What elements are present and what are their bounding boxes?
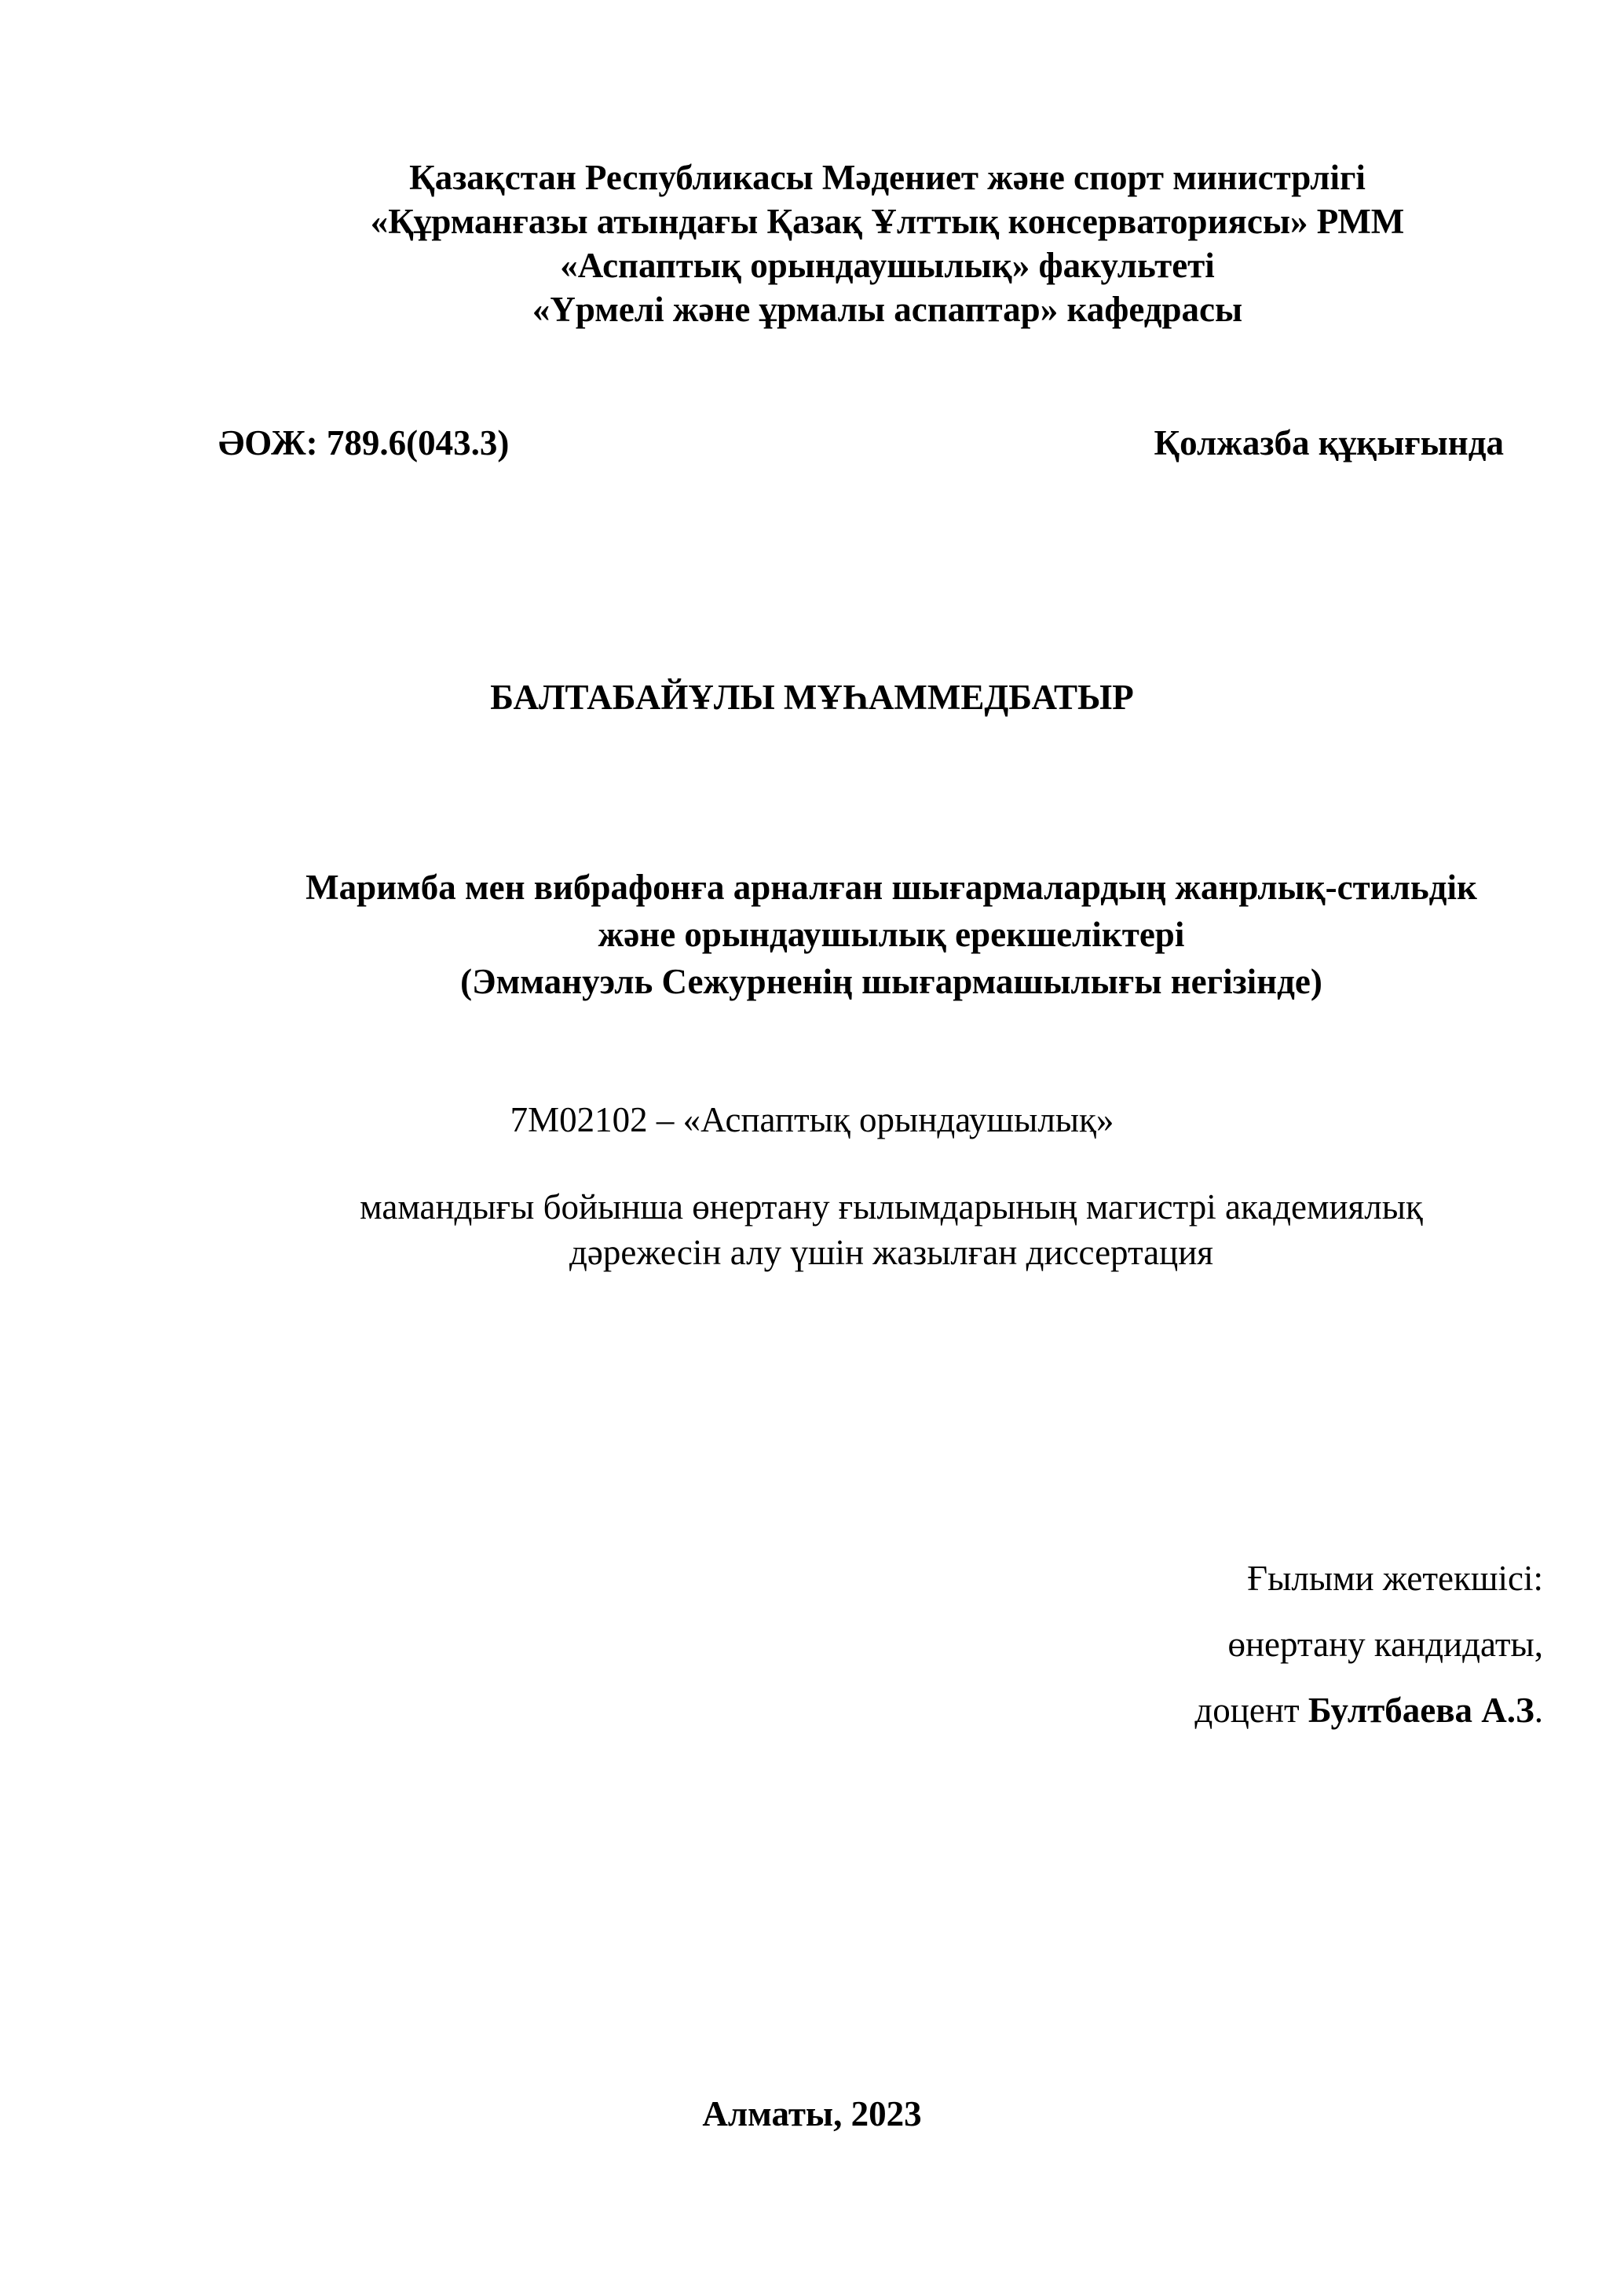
dissertation-purpose — [196, 1184, 1586, 1275]
title-line-3: (Эммануэль Сежурненің шығармашылығы негізінде) — [460, 962, 1322, 1001]
ministry-line: Қазақстан Республикасы Мәдениет және спорт министрлігі — [409, 158, 1366, 197]
author-name: БАЛТАБАЙҰЛЫ МҰҺАММЕДБАТЫР — [490, 678, 1134, 717]
supervisor-name: Бултбаева А.З — [1308, 1691, 1534, 1730]
title-line-1: Маримба мен вибрафонға арналған шығармалардың жанрлық-стильдік — [305, 868, 1477, 907]
institution-header — [165, 155, 1610, 331]
faculty-line: «Аспаптық орындаушылық» факультеті — [560, 246, 1215, 285]
supervisor-position-line — [1194, 1677, 1543, 1743]
supervisor-suffix: . — [1534, 1691, 1543, 1730]
city-year: Алматы, 2023 — [702, 2094, 922, 2133]
dissertation-title — [196, 864, 1586, 1005]
supervisor-block — [1194, 1545, 1543, 1743]
manuscript-rights: Қолжазба құқығында — [1154, 423, 1504, 462]
specialty-code: 7М02102 – «Аспаптық орындаушылық» — [510, 1100, 1114, 1139]
conservatory-line: «Құрманғазы атындағы Қазақ Ұлттық консерваториясы» РММ — [370, 202, 1405, 241]
purpose-line-1: мамандығы бойынша өнертану ғылымдарының магистрі академиялық — [360, 1187, 1423, 1227]
purpose-line-2: дәрежесін алу үшін жазылған диссертация — [569, 1233, 1213, 1272]
department-line: «Үрмелі және ұрмалы аспаптар» кафедрасы — [532, 290, 1243, 329]
supervisor-position: доцент — [1194, 1691, 1308, 1730]
supervisor-degree: өнертану кандидаты, — [1227, 1625, 1543, 1664]
udc-code: ӘОЖ: 789.6(043.3) — [218, 423, 510, 462]
supervisor-label: Ғылыми жетекшісі: — [1247, 1559, 1543, 1598]
title-line-2: және орындаушылық ерекшеліктері — [598, 915, 1185, 954]
